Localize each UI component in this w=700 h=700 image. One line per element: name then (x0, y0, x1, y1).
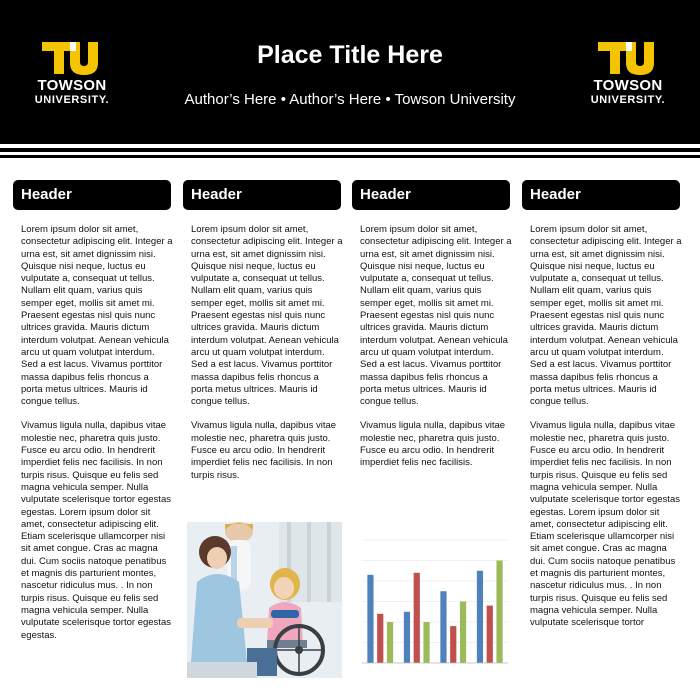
photo-illustration (187, 522, 342, 678)
logo-wordmark: TOWSON (37, 77, 107, 94)
chart-bar (487, 606, 493, 663)
body-paragraph: Vivamus ligula nulla, dapibus vitae molestie nec, pharetra quis justo. Fusce eu arcu odio. In hendrerit imperdiet felis nec facilisis. In non turpis risus. Quisque eu felis sed magna vehicula semper. Nulla vulputate scelerisque tortor egestas egestas. Lorem ipsum dolor sit amet, consectetur adipiscing elit. Etiam scelerisque ullamcorper nisi sit amet congue. Cras ac magna dui. Cum sociis natoque penatibus et magnis dis parturient montes, nascetur ridiculus mus. . In non turpis risus. Quisque eu felis sed magna vehicula semper. Nulla vulputate scelerisque tortor (530, 420, 680, 629)
chart-bar (450, 626, 456, 663)
chart-bar (367, 575, 373, 663)
photo-child-in-wheelchair (187, 522, 342, 678)
chart-bar (387, 622, 393, 663)
poster-authors: Author’s Here • Author’s Here • Towson University (184, 91, 516, 108)
divider-stripe (0, 148, 700, 152)
tu-monogram-icon (40, 40, 104, 76)
poster-title: Place Title Here (257, 41, 443, 69)
logo-wordmark: TOWSON (593, 77, 663, 94)
body-paragraph: Vivamus ligula nulla, dapibus vitae molestie nec, pharetra quis justo. Fusce eu arcu odio. In hendrerit imperdiet felis nec facilisis. In non turpis risus. Quisque eu felis sed magna vehicula semper. Nulla vulputate scelerisque tortor egestas egestas. Lorem ipsum dolor sit amet, consectetur adipiscing elit. Etiam scelerisque ullamcorper nisi sit amet congue. Cras ac magna dui. Cum sociis natoque penatibus et magnis dis parturient montes, nascetur ridiculus mus. . In non turpis risus. Quisque eu felis sed magna vehicula semper. Nulla vulputate scelerisque tortor egestas egestas. (21, 420, 171, 641)
section-header: Header (352, 180, 510, 210)
column-3 (352, 180, 510, 470)
body-paragraph: Lorem ipsum dolor sit amet, consectetur adipiscing elit. Integer a urna est, sit amet dignissim nisi. Quisque nisi neque, luctus eu vulputate a, consequat ut tellus. Nullam elit quam, varius quis semper eget, mollis sit amet mi. Praesent egestas nisl quis nunc ultrices gravida. Mauris dictum interdum volutpat. Aenean vehicula arcu ut quam volutpat interdum. Sed a est lacus. Vivamus porttitor massa dapibus felis rhoncus a porta metus ultrices. Mauris id congue tellus. (21, 224, 173, 408)
chart-bar (460, 602, 466, 664)
section-header: Header (183, 180, 341, 210)
body-paragraph: Lorem ipsum dolor sit amet, consectetur adipiscing elit. Integer a urna est, sit amet dignissim nisi. Quisque nisi neque, luctus eu vulputate a, consequat ut tellus. Nullam elit quam, varius quis semper eget, mollis sit amet mi. Praesent egestas nisl quis nunc ultrices gravida. Mauris dictum interdum volutpat. Aenean vehicula arcu ut quam volutpat interdum. Sed a est lacus. Vivamus porttitor massa dapibus felis rhoncus a porta metus ultrices. Mauris id congue tellus. (191, 224, 343, 408)
column-2 (183, 180, 341, 482)
towson-logo-right (588, 40, 668, 110)
body-paragraph: Vivamus ligula nulla, dapibus vitae molestie nec, pharetra quis justo. Fusce eu arcu odio. In hendrerit imperdiet felis nec facilisis. (360, 420, 506, 469)
title-banner (0, 0, 700, 144)
body-paragraph: Vivamus ligula nulla, dapibus vitae molestie nec, pharetra quis justo. Fusce eu arcu odio. In hendrerit imperdiet felis nec facilisis. In non turpis risus. (191, 420, 337, 481)
chart-bar (423, 622, 429, 663)
chart-bar (377, 614, 383, 663)
logo-subline: UNIVERSITY. (590, 94, 666, 106)
body-paragraph: Lorem ipsum dolor sit amet, consectetur adipiscing elit. Integer a urna est, sit amet dignissim nisi. Quisque nisi neque, luctus eu vulputate a, consequat ut tellus. Nullam elit quam, varius quis semper eget, mollis sit amet mi. Praesent egestas nisl quis nunc ultrices gravida. Mauris dictum interdum volutpat. Aenean vehicula arcu ut quam volutpat interdum. Sed a est lacus. Vivamus porttitor massa dapibus felis rhoncus a porta metus ultrices. Mauris id congue tellus. (360, 224, 512, 408)
logo-subline: UNIVERSITY. (34, 94, 110, 106)
tu-monogram-icon (596, 40, 660, 76)
bar-chart-svg (356, 520, 514, 682)
column-1 (13, 180, 171, 642)
chart-bar (404, 612, 410, 663)
column-4 (522, 180, 680, 630)
chart-bar (440, 591, 446, 663)
chart-bar (414, 573, 420, 663)
chart-bar (477, 571, 483, 663)
section-header: Header (522, 180, 680, 210)
divider-stripe (0, 155, 700, 158)
bar-chart (356, 520, 514, 682)
chart-bar (496, 561, 502, 664)
section-header: Header (13, 180, 171, 210)
body-paragraph: Lorem ipsum dolor sit amet, consectetur adipiscing elit. Integer a urna est, sit amet dignissim nisi. Quisque nisi neque, luctus eu vulputate a, consequat ut tellus. Nullam elit quam, varius quis semper eget, mollis sit amet mi. Praesent egestas nisl quis nunc ultrices gravida. Mauris dictum interdum volutpat. Aenean vehicula arcu ut quam volutpat interdum. Sed a est lacus. Vivamus porttitor massa dapibus felis rhoncus a porta metus ultrices. Mauris id congue tellus. (530, 224, 682, 408)
